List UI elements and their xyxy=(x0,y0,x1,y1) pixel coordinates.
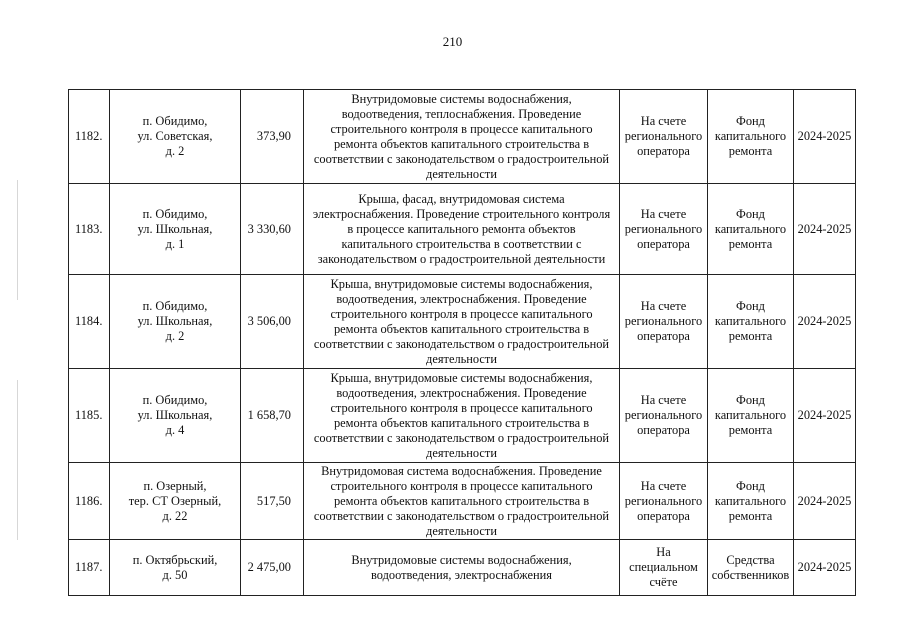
row-number-cell: 1186. xyxy=(69,463,110,540)
work-description-line: соответствии с законодательством о градостроительной xyxy=(313,151,610,166)
work-description-line: Внутридомовые системы водоснабжения, xyxy=(351,91,572,106)
account-cell xyxy=(620,369,708,463)
address-line: п. Обидимо, xyxy=(142,393,208,407)
work-description-line: капитального строительства в соответствии с xyxy=(341,236,582,251)
work-description-line: электроснабжения. Проведение строительного контроля xyxy=(312,206,611,221)
work-description-line: деятельности xyxy=(426,445,497,460)
account-line: На счете xyxy=(640,206,687,221)
funding-source-line: Фонд xyxy=(736,478,765,493)
repair-works-table xyxy=(68,89,856,596)
table-row xyxy=(69,369,856,463)
account-cell xyxy=(620,463,708,540)
address-cell xyxy=(110,184,241,275)
table-body xyxy=(69,90,856,596)
area-cell: 517,50 xyxy=(241,463,304,540)
work-description-line: ремонта объектов капитального строительства в xyxy=(333,136,590,151)
table-row xyxy=(69,463,856,540)
row-number-cell: 1182. xyxy=(69,90,110,184)
period-cell: 2024-2025 xyxy=(794,540,856,596)
work-description-cell xyxy=(304,275,620,369)
area-cell: 3 506,00 xyxy=(241,275,304,369)
funding-source-line: Фонд xyxy=(736,206,765,221)
area-cell: 3 330,60 xyxy=(241,184,304,275)
account-cell xyxy=(620,184,708,275)
work-description-line: ремонта объектов капитального строительства в xyxy=(333,415,590,430)
address-line: д. 50 xyxy=(162,567,188,582)
period-cell: 2024-2025 xyxy=(794,90,856,184)
period-cell: 2024-2025 xyxy=(794,275,856,369)
address-cell xyxy=(110,463,241,540)
row-number-cell: 1187. xyxy=(69,540,110,596)
address-line: п. Октябрьский, xyxy=(132,552,218,567)
funding-source-line: капитального xyxy=(714,221,787,236)
funding-source-line: капитального xyxy=(714,408,787,422)
work-description-cell xyxy=(304,369,620,463)
account-line: На xyxy=(656,545,671,559)
period-cell: 2024-2025 xyxy=(794,369,856,463)
funding-source-line: Фонд xyxy=(736,114,765,128)
funding-source-line: ремонта xyxy=(728,423,773,437)
funding-source-cell xyxy=(708,275,794,369)
work-description-line: ремонта объектов капитального строительства в xyxy=(333,321,590,336)
funding-source-line: собственников xyxy=(711,567,790,582)
funding-source-cell xyxy=(708,184,794,275)
work-description-line: водоотведения, электроснабжения. Проведение xyxy=(336,291,587,306)
area-cell: 373,90 xyxy=(241,90,304,184)
work-description-line: соответствии с законодательством о градостроительной xyxy=(313,430,610,445)
account-line: оператора xyxy=(637,236,690,251)
address-cell xyxy=(110,90,241,184)
account-cell xyxy=(620,540,708,596)
work-description-line: деятельности xyxy=(426,351,497,366)
account-line: На счете xyxy=(640,299,687,313)
work-description-line: водоотведения, электроснабжения. Проведение xyxy=(336,385,587,400)
funding-source-line: Фонд xyxy=(736,393,765,407)
funding-source-cell xyxy=(708,540,794,596)
work-description-line: Крыша, фасад, внутридомовая система xyxy=(358,191,565,206)
period-cell: 2024-2025 xyxy=(794,463,856,540)
address-cell xyxy=(110,275,241,369)
account-line: регионального xyxy=(624,221,703,236)
account-line: На счете xyxy=(640,478,687,493)
funding-source-cell xyxy=(708,369,794,463)
address-line: п. Озерный, xyxy=(143,478,207,493)
address-line: ул. Школьная, xyxy=(137,221,213,236)
funding-source-cell xyxy=(708,463,794,540)
work-description-line: Крыша, внутридомовые системы водоснабжения, xyxy=(330,276,593,291)
binding-mark-line xyxy=(17,180,18,300)
work-description-cell xyxy=(304,463,620,540)
row-number-cell: 1183. xyxy=(69,184,110,275)
work-description-line: Внутридомовые системы водоснабжения, xyxy=(351,552,572,567)
work-description-line: строительного контроля в процессе капитального xyxy=(330,306,593,321)
funding-source-line: Фонд xyxy=(736,299,765,313)
row-number-cell: 1185. xyxy=(69,369,110,463)
funding-source-line: Средства xyxy=(726,552,775,567)
address-line: д. 2 xyxy=(165,144,185,158)
account-line: оператора xyxy=(637,423,690,437)
table-row xyxy=(69,184,856,275)
work-description-line: водоотведения, теплоснабжения. Проведение xyxy=(341,106,582,121)
work-description-line: соответствии с законодательством о градостроительной xyxy=(313,336,610,351)
work-description-line: Внутридомовая система водоснабжения. Проведение xyxy=(321,463,602,478)
account-line: регионального xyxy=(624,129,703,143)
table-row xyxy=(69,540,856,596)
address-line: д. 22 xyxy=(162,508,188,523)
work-description-cell xyxy=(304,540,620,596)
account-cell xyxy=(620,90,708,184)
work-description-line: строительного контроля в процессе капитального xyxy=(330,478,593,493)
account-line: На счете xyxy=(640,393,687,407)
account-line: специальном xyxy=(629,560,698,574)
account-line: регионального xyxy=(624,314,703,328)
address-line: п. Обидимо, xyxy=(142,299,208,313)
funding-source-line: капитального xyxy=(714,129,787,143)
address-line: д. 4 xyxy=(165,423,185,437)
work-description-line: строительного контроля в процессе капитального xyxy=(330,400,593,415)
address-cell xyxy=(110,369,241,463)
funding-source-cell xyxy=(708,90,794,184)
work-description-line: ремонта объектов капитального строительства в xyxy=(333,493,590,508)
address-line: ул. Советская, xyxy=(137,129,213,143)
funding-source-line: ремонта xyxy=(728,329,773,343)
area-cell: 2 475,00 xyxy=(241,540,304,596)
address-line: д. 2 xyxy=(165,329,185,343)
address-line: тер. СТ Озерный, xyxy=(128,493,222,508)
funding-source-line: ремонта xyxy=(728,236,773,251)
account-line: регионального xyxy=(624,493,703,508)
account-line: оператора xyxy=(637,329,690,343)
page-number: 210 xyxy=(442,34,463,49)
address-line: ул. Школьная, xyxy=(137,314,213,328)
account-cell xyxy=(620,275,708,369)
row-number-cell: 1184. xyxy=(69,275,110,369)
address-line: п. Обидимо, xyxy=(142,206,208,221)
period-cell: 2024-2025 xyxy=(794,184,856,275)
account-line: регионального xyxy=(624,408,703,422)
work-description-line: соответствии с законодательством о градостроительной xyxy=(313,508,610,523)
area-cell: 1 658,70 xyxy=(241,369,304,463)
funding-source-line: капитального xyxy=(714,493,787,508)
work-description-cell xyxy=(304,90,620,184)
address-line: ул. Школьная, xyxy=(137,408,213,422)
work-description-line: водоотведения, электроснабжения xyxy=(370,567,552,582)
account-line: На счете xyxy=(640,114,687,128)
address-cell xyxy=(110,540,241,596)
funding-source-line: ремонта xyxy=(728,508,773,523)
account-line: оператора xyxy=(637,144,690,158)
account-line: счёте xyxy=(649,575,678,589)
binding-mark-line xyxy=(17,380,18,540)
address-line: п. Обидимо, xyxy=(142,114,208,128)
account-line: оператора xyxy=(637,508,690,523)
work-description-line: в процессе капитального ремонта объектов xyxy=(347,221,576,236)
work-description-line: строительного контроля в процессе капитального xyxy=(330,121,593,136)
work-description-line: деятельности xyxy=(426,523,497,538)
work-description-line: законодательством о градостроительной деятельности xyxy=(317,251,606,266)
table-row xyxy=(69,90,856,184)
table-row xyxy=(69,275,856,369)
work-description-cell xyxy=(304,184,620,275)
work-description-line: Крыша, внутридомовые системы водоснабжения, xyxy=(330,370,593,385)
address-line: д. 1 xyxy=(165,236,185,251)
funding-source-line: ремонта xyxy=(728,144,773,158)
funding-source-line: капитального xyxy=(714,314,787,328)
work-description-line: деятельности xyxy=(426,166,497,181)
